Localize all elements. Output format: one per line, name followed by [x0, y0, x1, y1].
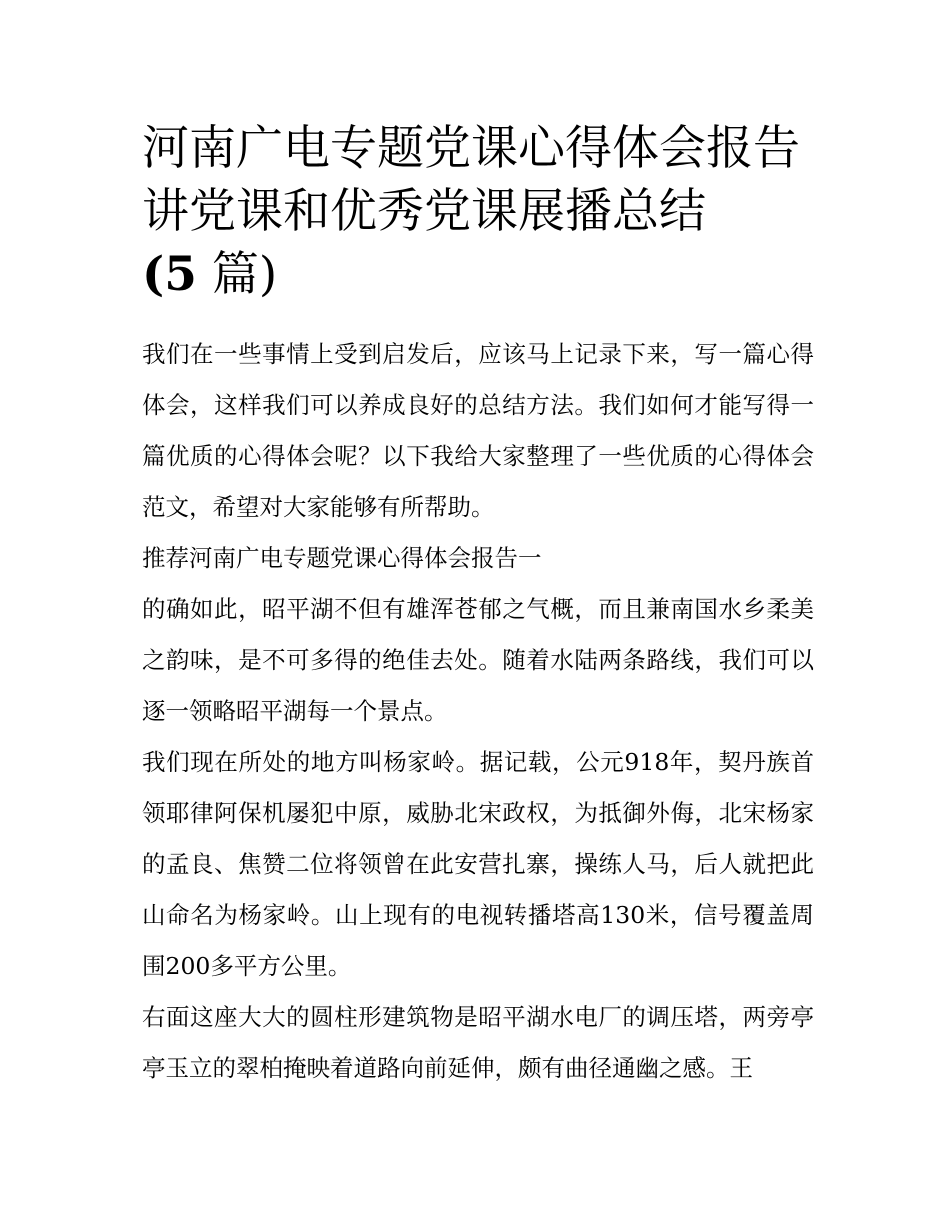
document-page — [142, 0, 814, 1094]
title-count-number: (5 — [142, 247, 197, 302]
title-text: 河南广电专题党课心得体会报告 讲党课和优秀党课展播总结 — [142, 121, 800, 239]
document-body — [142, 329, 814, 1094]
document-title — [142, 0, 814, 306]
body-paragraph: 我们现在所处的地方叫杨家岭。据记载，公元918年，契丹族首领耶律阿保机屡犯中原，威胁北宋政权，为抵御外侮，北宋杨家的孟良、焦赞二位将领曾在此安营扎寨，操练人马，后人就把此山命名为杨家岭。山上现有的电视转播塔高130米，信号覆盖周围200多平方公里。 — [142, 748, 814, 980]
body-paragraph: 右面这座大大的圆柱形建筑物是昭平湖水电厂的调压塔，两旁亭亭玉立的翠柏掩映着道路向前延伸，颇有曲径通幽之感。王 — [142, 1003, 814, 1082]
section-heading: 推荐河南广电专题党课心得体会报告一 — [142, 544, 542, 572]
intro-paragraph: 我们在一些事情上受到启发后，应该马上记录下来，写一篇心得体会，这样我们可以养成良好的总结方法。我们如何才能写得一篇优质的心得体会呢？以下我给大家整理了一些优质的心得体会范文，希望对大家能够有所帮助。 — [142, 340, 814, 521]
title-count-unit: 篇) — [211, 247, 278, 302]
body-paragraph: 的确如此，昭平湖不但有雄浑苍郁之气概，而且兼南国水乡柔美之韵味，是不可多得的绝佳去处。随着水陆两条路线，我们可以逐一领略昭平湖每一个景点。 — [142, 595, 814, 725]
